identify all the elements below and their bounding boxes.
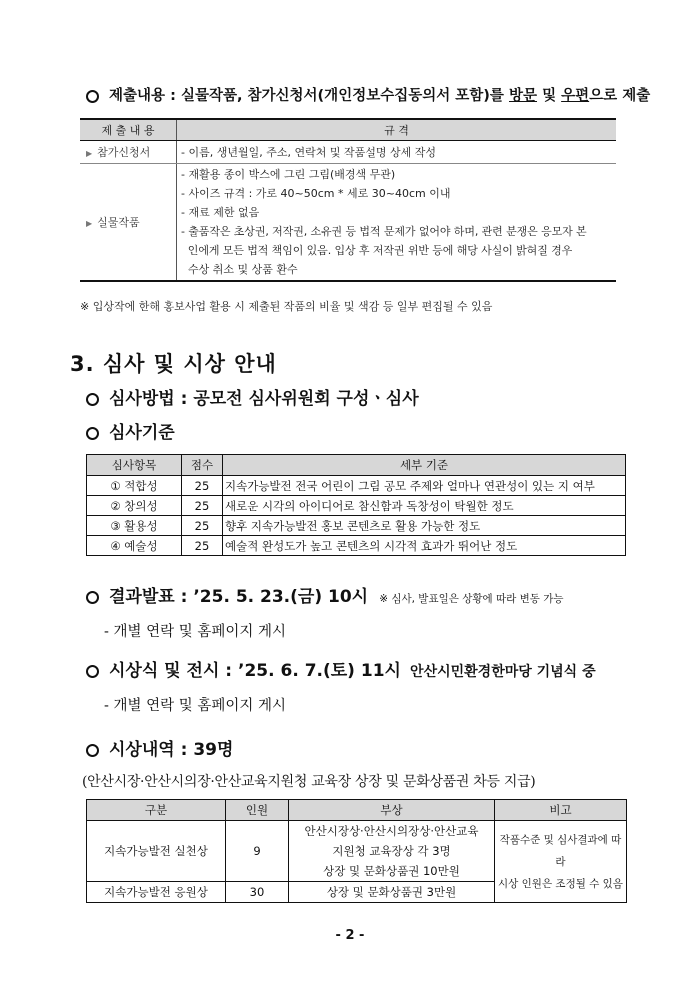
ceremony-sub: - 개별 연락 및 홈페이지 게시 xyxy=(104,698,287,714)
spec-line: 수상 취소 및 상품 환수 xyxy=(181,263,298,276)
submission-visit: 방문 xyxy=(509,88,538,104)
row-spec xyxy=(177,164,617,282)
table-header: 점수 xyxy=(182,455,223,476)
criteria-table xyxy=(86,454,626,556)
award-prize: 상장 및 문화상품권 3만원 xyxy=(289,882,495,903)
submission-and: 및 xyxy=(537,88,562,104)
criteria-score: 25 xyxy=(182,536,223,556)
prize-line: 안산시장상·안산시의장상·안산교육 xyxy=(304,824,479,838)
results-text: 결과발표 : ’25. 5. 23.(금) 10시 xyxy=(109,587,369,607)
table-header: 인원 xyxy=(226,800,289,821)
awards-text: 시상내역 : 39명 xyxy=(109,740,234,760)
results-sub: - 개별 연락 및 홈페이지 게시 xyxy=(104,624,287,640)
spec-line: - 재료 제한 없음 xyxy=(181,206,260,219)
criteria-item: ③ 활용성 xyxy=(87,516,182,536)
awards-heading xyxy=(86,735,233,760)
award-count: 30 xyxy=(226,882,289,903)
ceremony-text: 시상식 및 전시 : ’25. 6. 7.(토) 11시 xyxy=(109,661,401,681)
table-row xyxy=(80,141,616,164)
review-criteria xyxy=(86,418,175,443)
table-header: 비고 xyxy=(495,800,627,821)
triangle-bullet-icon: ▶ xyxy=(86,149,93,158)
criteria-item: ④ 예술성 xyxy=(87,536,182,556)
table-header: 구분 xyxy=(87,800,226,821)
circle-bullet-icon xyxy=(86,744,99,757)
row-label: 실물작품 xyxy=(97,216,140,229)
criteria-detail: 지속가능발전 전국 어린이 그림 공모 주제와 얼마나 연관성이 있는 지 여부 xyxy=(223,476,626,496)
page-number: - 2 - xyxy=(335,928,365,943)
criteria-score: 25 xyxy=(182,516,223,536)
circle-bullet-icon xyxy=(86,427,99,440)
submission-heading xyxy=(86,84,650,105)
table-row xyxy=(80,164,616,282)
remark-line: 시상 인원은 조정될 수 있음 xyxy=(498,877,623,890)
remark-line: 작품수준 및 심사결과에 따라 xyxy=(499,833,622,868)
award-count: 9 xyxy=(226,821,289,882)
table-header: 세부 기준 xyxy=(223,455,626,476)
table-header: 제 출 내 용 xyxy=(80,119,177,141)
award-type: 지속가능발전 응원상 xyxy=(87,882,226,903)
triangle-bullet-icon: ▶ xyxy=(86,219,93,228)
ceremony-place: 안산시민환경한마당 기념식 중 xyxy=(410,664,596,680)
submission-text: 실물작품, 참가신청서(개인정보수집동의서 포함)를 xyxy=(180,88,509,104)
criteria-score: 25 xyxy=(182,476,223,496)
table-header: 부상 xyxy=(289,800,495,821)
review-method-text: 심사방법 : 공모전 심사위원회 구성ㆍ심사 xyxy=(109,389,419,409)
spec-line: - 사이즈 규격 : 가로 40~50cm * 세로 30~40cm 이내 xyxy=(181,187,451,200)
award-type: 지속가능발전 실천상 xyxy=(87,821,226,882)
prize-line: 지원청 교육장상 각 3명 xyxy=(332,844,451,858)
submission-label: 제출내용 : xyxy=(109,88,181,104)
criteria-item: ① 적합성 xyxy=(87,476,182,496)
prize-line: 상장 및 문화상품권 10만원 xyxy=(323,864,460,878)
submission-end: 으로 제출 xyxy=(589,88,651,104)
results-heading xyxy=(86,582,564,607)
spec-line: 인에게 모든 법적 책임이 있음. 입상 후 저작권 위반 등에 해당 사실이 밝혀질 경우 xyxy=(181,244,573,257)
criteria-detail: 새로운 시각의 아이디어로 참신함과 독창성이 탁월한 정도 xyxy=(223,496,626,516)
section-title: 3. 심사 및 시상 안내 xyxy=(70,352,277,376)
criteria-item: ② 창의성 xyxy=(87,496,182,516)
review-method xyxy=(86,384,419,409)
awards-table xyxy=(86,799,627,903)
circle-bullet-icon xyxy=(86,393,99,406)
row-label: 참가신청서 xyxy=(97,146,151,159)
table-note: ※ 입상작에 한해 홍보사업 활용 시 제출된 작품의 비율 및 색감 등 일부 편집될 수 있음 xyxy=(80,300,493,313)
criteria-detail: 향후 지속가능발전 홍보 콘텐츠로 활용 가능한 정도 xyxy=(223,516,626,536)
award-prize xyxy=(289,821,495,882)
table-row xyxy=(87,536,626,556)
table-row xyxy=(87,821,627,882)
table-row xyxy=(87,496,626,516)
spec-line: - 재활용 종이 박스에 그린 그림(배경색 무관) xyxy=(181,168,396,181)
circle-bullet-icon xyxy=(86,90,99,103)
submission-mail: 우편 xyxy=(561,88,590,104)
results-note: ※ 심사, 발표일은 상황에 따라 변동 가능 xyxy=(379,593,564,605)
table-header: 규 격 xyxy=(177,119,617,141)
table-header: 심사항목 xyxy=(87,455,182,476)
submission-table xyxy=(80,118,616,282)
table-row xyxy=(87,516,626,536)
circle-bullet-icon xyxy=(86,591,99,604)
circle-bullet-icon xyxy=(86,665,99,678)
ceremony-heading xyxy=(86,656,596,681)
review-criteria-text: 심사기준 xyxy=(109,423,175,443)
awards-subtitle: (안산시장·안산시의장·안산교육지원청 교육장 상장 및 문화상품권 차등 지급) xyxy=(82,774,536,790)
criteria-score: 25 xyxy=(182,496,223,516)
spec-line: - 출품작은 초상권, 저작권, 소유권 등 법적 문제가 없어야 하며, 관련 분쟁은 응모자 본 xyxy=(181,225,587,238)
award-remark xyxy=(495,821,627,903)
criteria-detail: 예술적 완성도가 높고 콘텐츠의 시각적 효과가 뛰어난 정도 xyxy=(223,536,626,556)
table-row xyxy=(87,476,626,496)
row-spec: - 이름, 생년월일, 주소, 연락처 및 작품설명 상세 작성 xyxy=(177,141,617,164)
